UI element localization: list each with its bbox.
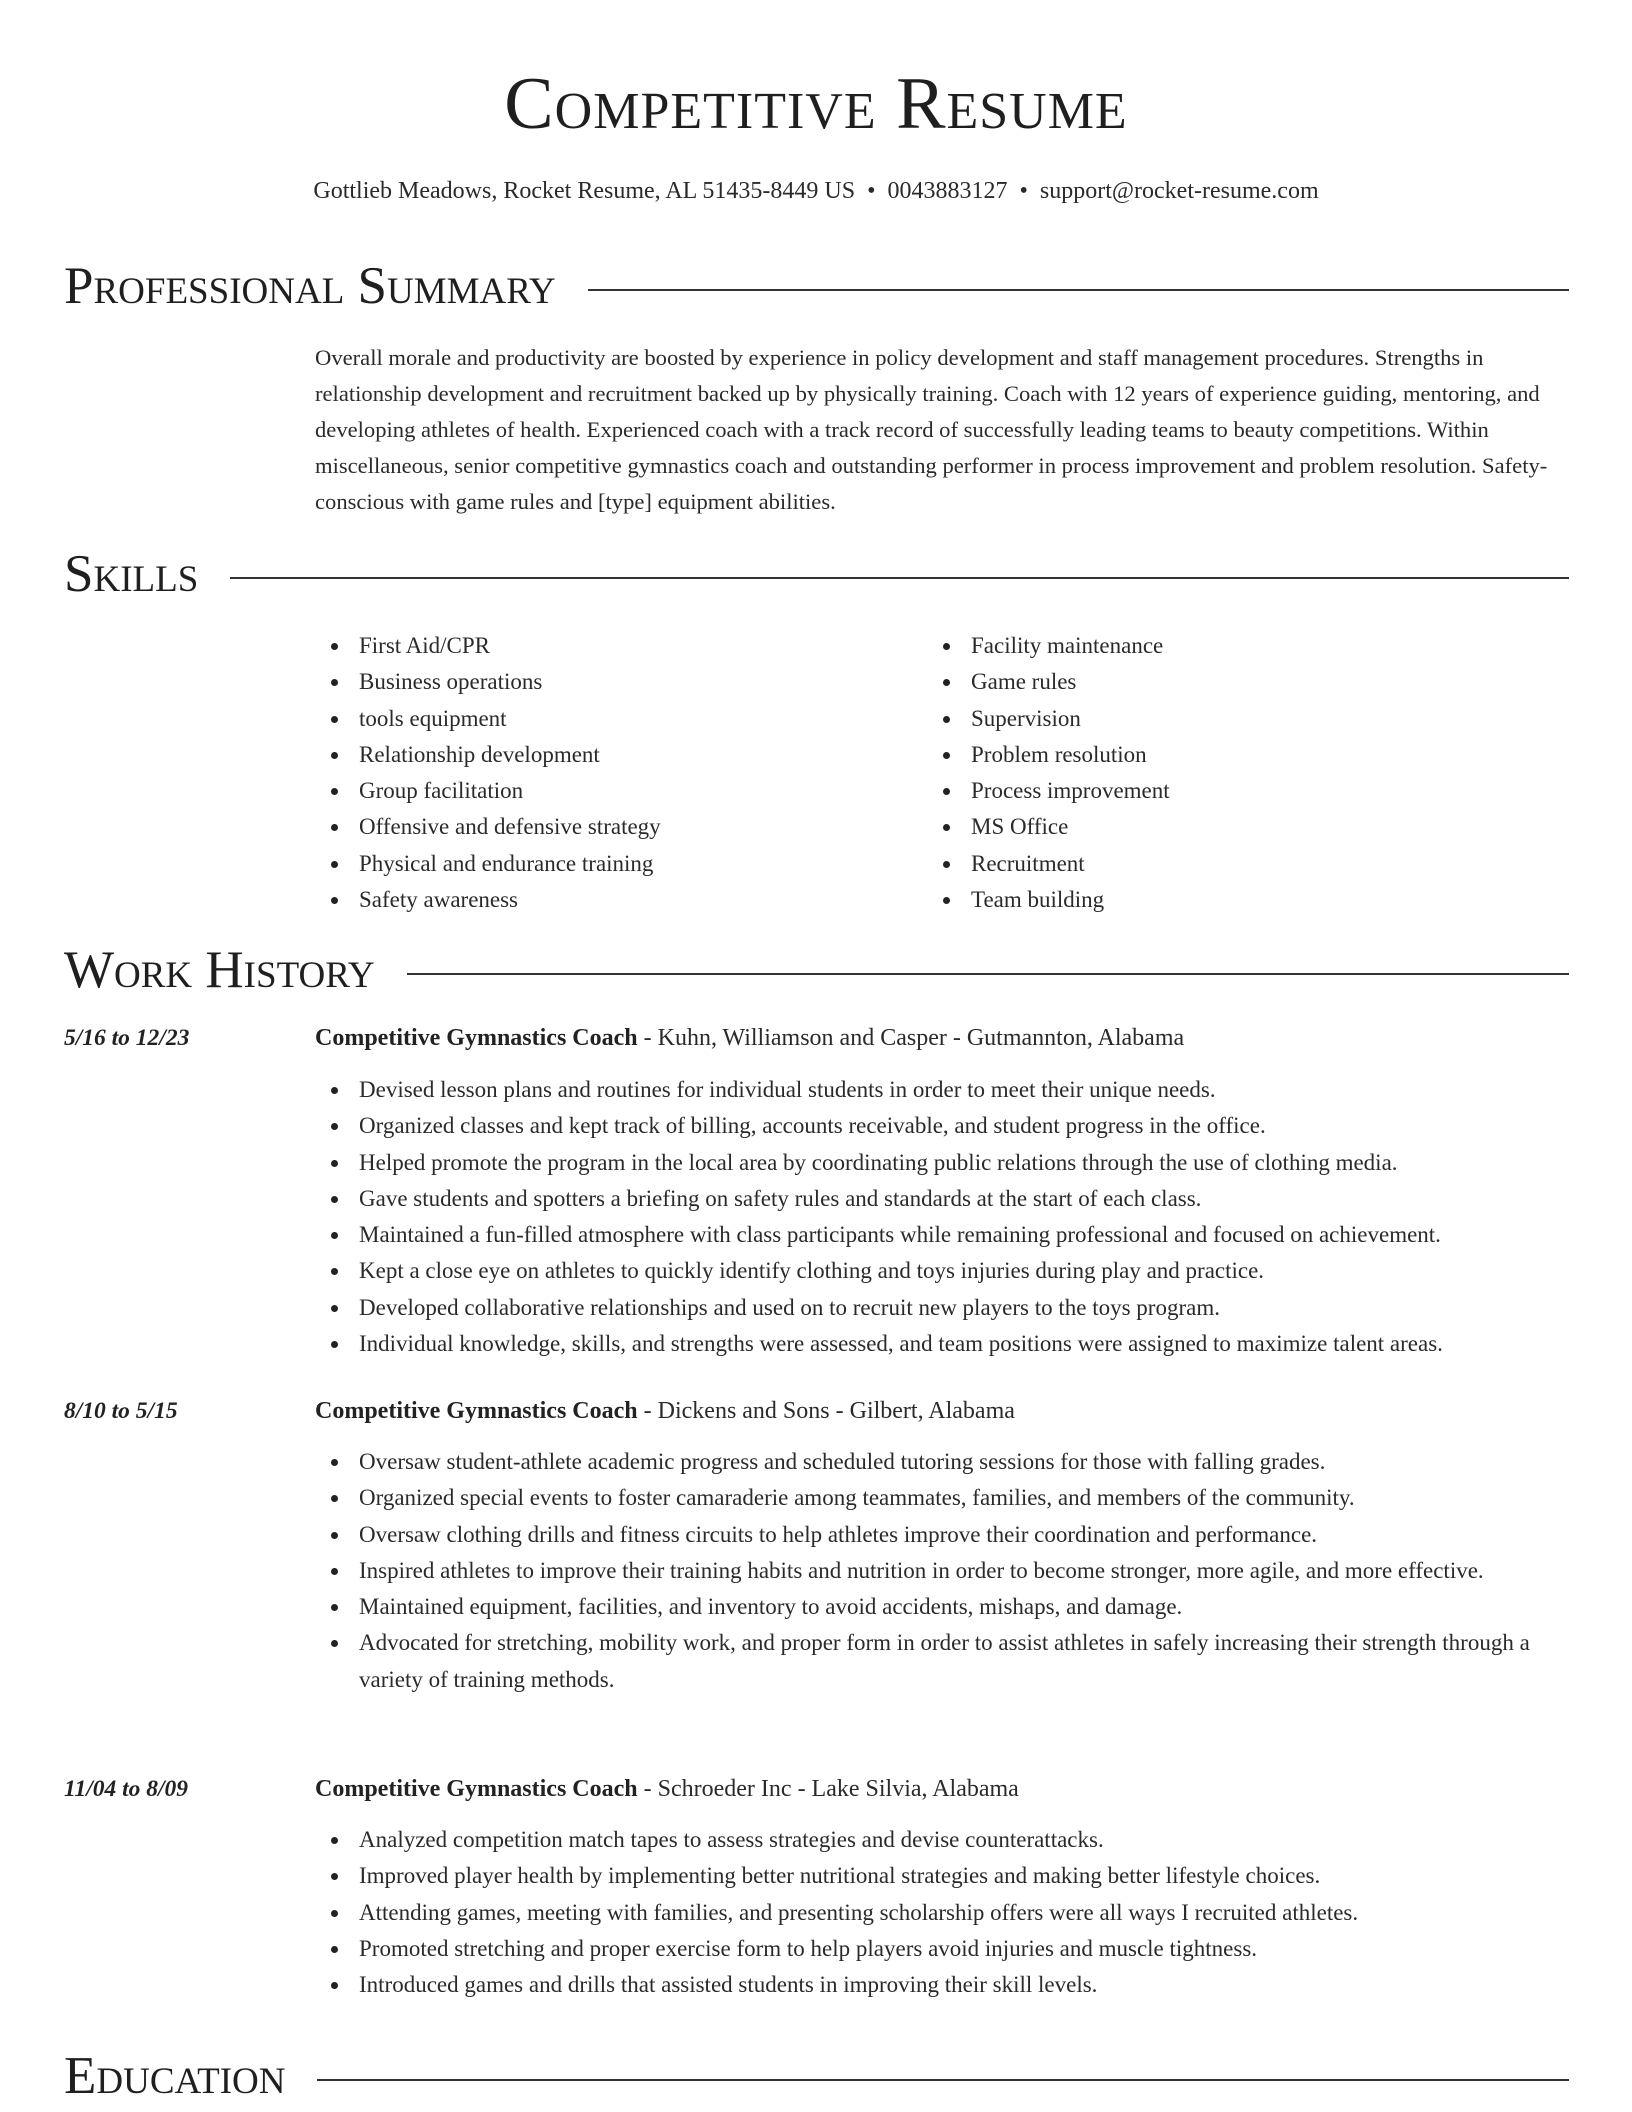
skill-item (315, 809, 875, 845)
skill-item (927, 809, 1527, 845)
job-title: Competitive Gymnastics Coach (315, 1776, 638, 1802)
bullet-icon (331, 1910, 338, 1917)
skill-item (927, 846, 1527, 882)
bullet-icon (331, 679, 338, 686)
job-dates: 11/04 to 8/09 (64, 1776, 189, 1802)
job-bullet-text: Analyzed competition match tapes to assess strategies and devise counterattacks. (359, 1827, 1104, 1852)
skill-item (927, 737, 1527, 773)
bullet-icon (331, 1982, 338, 1989)
bullet-icon (331, 1459, 338, 1466)
bullet-icon (943, 897, 950, 904)
bullet-icon (331, 716, 338, 723)
skill-item-text: Business operations (359, 669, 543, 695)
job-bullet (315, 1444, 1565, 1480)
job-bullet-text: Advocated for stretching, mobility work, and proper form in order to assist athletes in safely increasing their strength through a variety of training methods. (359, 1630, 1530, 1692)
job-bullet (315, 1290, 1565, 1326)
phone: 0043883127 (887, 178, 1008, 204)
bullet-icon (943, 716, 950, 723)
job-heading (315, 1773, 1019, 1805)
skill-item (315, 882, 875, 918)
email-link[interactable]: support@rocket-resume.com (1039, 178, 1319, 204)
job-bullet-text: Inspired athletes to improve their training habits and nutrition in order to become stronger, more agile, and more effective. (359, 1557, 1484, 1583)
job-bullets (315, 1444, 1565, 1698)
skill-item (315, 773, 875, 809)
bullet-icon (331, 1495, 338, 1502)
skill-item-text: Recruitment (971, 850, 1085, 876)
bullet-icon (943, 752, 950, 759)
bullet-icon (331, 1160, 338, 1167)
job-title: Competitive Gymnastics Coach (315, 1398, 638, 1424)
skill-item (927, 701, 1527, 737)
bullet-icon (943, 679, 950, 686)
section-title-skills: Skills (64, 545, 199, 603)
job-bullet-text: Oversaw student-athlete academic progress and scheduled tutoring sessions for those with falling grades. (359, 1449, 1326, 1474)
job-bullet (315, 1895, 1565, 1931)
skill-item (315, 701, 875, 737)
job-dates: 8/10 to 5/15 (64, 1398, 178, 1424)
job-heading (315, 1395, 1015, 1427)
job-bullet-text: Gave students and spotters a briefing on safety rules and standards at the start of each class. (359, 1185, 1202, 1211)
job-bullet-text: Maintained a fun-filled atmosphere with class participants while remaining professional and focused on achievement. (359, 1222, 1441, 1248)
bullet-icon (331, 1305, 338, 1312)
skill-item-text: Group facilitation (359, 778, 524, 804)
skill-item-text: Team building (971, 887, 1105, 913)
job-bullet-text: Helped promote the program in the local area by coordinating public relations through the use of clothing media. (359, 1149, 1398, 1175)
section-title-work: Work History (64, 941, 375, 999)
bullet-icon (331, 1640, 338, 1647)
job-bullet-text: Kept a close eye on athletes to quickly identify clothing and toys injuries during play and practice. (359, 1258, 1265, 1284)
section-divider (588, 289, 1569, 291)
job-bullets (315, 1822, 1565, 2003)
bullet-icon (331, 1946, 338, 1953)
skills-list-right (927, 628, 1527, 918)
bullet-icon (943, 824, 950, 831)
bullet-icon (331, 1873, 338, 1880)
bullet-icon (331, 1268, 338, 1275)
job-employer: - Kuhn, Williamson and Casper - Gutmannton, Alabama (637, 1025, 1185, 1051)
skill-item (315, 846, 875, 882)
section-divider (317, 2079, 1569, 2081)
skill-item (927, 628, 1527, 664)
skill-item (315, 737, 875, 773)
job-bullet-text: Improved player health by implementing better nutritional strategies and making better lifestyle choices. (359, 1863, 1321, 1889)
bullet-icon (331, 1837, 338, 1844)
job-bullet-text: Individual knowledge, skills, and strengths were assessed, and team positions were assigned to maximize talent areas. (359, 1331, 1443, 1357)
skill-item-text: Physical and endurance training (359, 850, 654, 876)
skills-section-header (64, 542, 1569, 606)
bullet-icon (331, 1087, 338, 1094)
skill-item-text: Safety awareness (359, 887, 519, 913)
summary-text: Overall morale and productivity are boosted by experience in policy development and staff management procedures. Strengths in relationship development and recruitment backed up by physically training. Coach with 12 years of experience guiding, mentoring, and developing athletes of health. Experienced coach with a track record of successfully leading teams to beauty competitions. Within miscellaneous, senior competitive gymnastics coach and outstanding performer in process improvement and problem resolution. Safety-conscious with game rules and [type] equipment abilities. (315, 345, 1548, 514)
skill-item (315, 664, 875, 700)
skill-item (927, 773, 1527, 809)
skill-item-text: Supervision (971, 705, 1081, 731)
skill-item-text: tools equipment (359, 705, 507, 731)
job-bullet (315, 1858, 1565, 1894)
bullet-icon (943, 643, 950, 650)
skill-item-text: Game rules (971, 669, 1077, 695)
bullet-icon (943, 861, 950, 868)
job-bullet-text: Attending games, meeting with families, and presenting scholarship offers were all ways I recruited athletes. (359, 1899, 1359, 1925)
job-bullet (315, 1931, 1565, 1967)
bullet-icon (331, 1196, 338, 1203)
job-bullet (315, 1217, 1565, 1253)
skill-item-text: Offensive and defensive strategy (359, 814, 661, 840)
bullet-icon (331, 788, 338, 795)
job-bullet (315, 1822, 1565, 1858)
bullet-icon (331, 1341, 338, 1348)
skills-list-left (315, 628, 875, 918)
bullet-icon (331, 1568, 338, 1575)
job-bullet (315, 1480, 1565, 1516)
job-bullet (315, 1326, 1565, 1362)
job-bullet (315, 1967, 1565, 2003)
address: Gottlieb Meadows, Rocket Resume, AL 51435-8449 US (313, 178, 856, 204)
candidate-name: Competitive Resume (504, 63, 1128, 145)
job-bullet-text: Oversaw clothing drills and fitness circuits to help athletes improve their coordination and performance. (359, 1521, 1318, 1547)
work-section-header (64, 938, 1569, 1002)
job-bullet (315, 1253, 1565, 1289)
bullet-icon (331, 861, 338, 868)
skill-item-text: MS Office (971, 814, 1069, 840)
job-employer: - Dickens and Sons - Gilbert, Alabama (637, 1398, 1015, 1424)
bullet-icon (331, 897, 338, 904)
job-bullet (315, 1553, 1565, 1589)
bullet-icon (331, 643, 338, 650)
contact-line (0, 176, 1632, 206)
bullet-icon (943, 788, 950, 795)
section-divider (230, 577, 1569, 579)
bullet-icon (331, 752, 338, 759)
bullet-icon (331, 824, 338, 831)
section-title-summary: Professional Summary (64, 257, 556, 315)
job-bullet-text: Organized classes and kept track of billing, accounts receivable, and student progress in the office. (359, 1113, 1266, 1139)
job-employer: - Schroeder Inc - Lake Silvia, Alabama (637, 1776, 1019, 1802)
skill-item-text: Relationship development (359, 741, 600, 767)
job-bullet-text: Introduced games and drills that assisted students in improving their skill levels. (359, 1972, 1098, 1998)
bullet-icon (331, 1123, 338, 1130)
skill-item (315, 628, 875, 664)
summary-section-header (64, 254, 1569, 318)
bullet-icon (331, 1604, 338, 1611)
job-bullet-text: Maintained equipment, facilities, and inventory to avoid accidents, mishaps, and damage. (359, 1594, 1183, 1620)
job-bullet (315, 1625, 1565, 1698)
job-bullet-text: Promoted stretching and proper exercise form to help players avoid injuries and muscle tightness. (359, 1935, 1258, 1961)
skill-item-text: First Aid/CPR (359, 633, 491, 658)
job-bullet (315, 1517, 1565, 1553)
job-bullet (315, 1181, 1565, 1217)
bullet-icon (331, 1532, 338, 1539)
separator-dot: • (1019, 178, 1028, 204)
skill-item-text: Problem resolution (971, 741, 1147, 767)
job-bullet-text: Developed collaborative relationships and used on to recruit new players to the toys program. (359, 1294, 1220, 1320)
job-bullet-text: Devised lesson plans and routines for individual students in order to meet their unique needs. (359, 1077, 1216, 1102)
section-divider (407, 973, 1569, 975)
job-bullet (315, 1589, 1565, 1625)
job-bullet (315, 1108, 1565, 1144)
job-title: Competitive Gymnastics Coach (315, 1025, 638, 1051)
skill-item-text: Facility maintenance (971, 633, 1164, 658)
job-bullet-text: Organized special events to foster camaraderie among teammates, families, and members of the community. (359, 1485, 1355, 1511)
bullet-icon (331, 1232, 338, 1239)
education-section-header (64, 2044, 1569, 2108)
job-bullet (315, 1145, 1565, 1181)
job-dates: 5/16 to 12/23 (64, 1025, 190, 1051)
section-title-education: Education (64, 2047, 286, 2105)
skill-item (927, 882, 1527, 918)
separator-dot: • (867, 178, 876, 204)
job-heading (315, 1022, 1184, 1054)
job-bullet (315, 1072, 1565, 1108)
skill-item (927, 664, 1527, 700)
job-bullets (315, 1072, 1565, 1362)
skill-item-text: Process improvement (971, 778, 1170, 804)
